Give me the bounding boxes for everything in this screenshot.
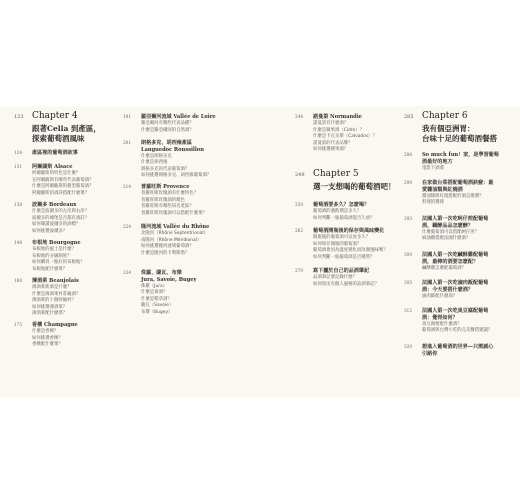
toc-item: 葡萄酒的適飲期是多久？ bbox=[313, 209, 362, 214]
toc-item: 如何挑選隆河流域葡萄酒？ bbox=[141, 244, 194, 250]
toc-item: 阿爾薩斯的特色是什麼？ bbox=[32, 171, 81, 176]
section-title: 阿爾薩斯 Alsace bbox=[32, 164, 73, 170]
toc-item: 開瓶後的葡萄酒可以放多久？ bbox=[313, 235, 371, 240]
chapter-title-line-1: 選一支想喝的葡萄酒吧！ bbox=[313, 182, 396, 191]
section-title-line-2: 愛醬油類與紅燒酒 bbox=[422, 186, 463, 193]
section-title: So much fun！家，是學習葡萄 bbox=[422, 152, 499, 158]
section-subtitle: Languedoc Roussillon bbox=[141, 146, 204, 153]
section-title: 侏羅、薩瓦、布傑 bbox=[141, 270, 182, 276]
section-title-line-2: 酒，最棒的酒要怎麼配？ bbox=[422, 258, 479, 265]
column-2 bbox=[123, 106, 219, 398]
toc-item: 麻油雞搭配法國什麼酒？ bbox=[422, 236, 471, 242]
chapter-6-heading bbox=[404, 111, 506, 144]
toc-item: 北隆河（Rhône Septentrional） bbox=[141, 231, 208, 236]
section-page-number: 270 bbox=[295, 268, 303, 273]
toc-item: 如何保存開瓶的葡萄酒？ bbox=[313, 241, 362, 247]
toc-item: 香檳配什麼菜？ bbox=[32, 342, 63, 348]
section-title: 諾曼第 Normandie bbox=[313, 114, 362, 120]
toc-item: 什麼是朗格多克 bbox=[141, 153, 172, 159]
section-title: 香檳 Champagne bbox=[32, 322, 78, 328]
section-page-number: 224 bbox=[123, 224, 131, 229]
toc-item: 在阿爾薩斯有哪些代表葡萄酒？ bbox=[32, 177, 94, 183]
toc-item: 普羅旺斯玫瑰酒的顏色 bbox=[141, 197, 185, 203]
section-title: 布根地 Bourgogne bbox=[32, 240, 81, 246]
toc-item: 羅亞爾河有哪些代表品種？ bbox=[141, 121, 194, 126]
toc-item: 普羅旺斯玫瑰酒有什麼特色？ bbox=[141, 191, 199, 196]
chapter-page-number: 285 bbox=[404, 114, 414, 120]
section-page-number: 124 bbox=[14, 150, 22, 155]
section-page-number: 290 bbox=[404, 180, 412, 185]
toc-item: 如何閱讀波爾多的酒標？ bbox=[32, 222, 81, 228]
toc-item: 如何挑選薄酒萊？ bbox=[32, 304, 68, 310]
toc-item: 醬油類與紅燒搭配的酒怎麼選？ bbox=[422, 193, 484, 199]
section-title: 葡萄酒開瓶後的保存與風味變化 bbox=[313, 228, 385, 234]
toc-item: 布傑（Bugey） bbox=[141, 309, 173, 315]
toc-item: 普羅旺斯有哪些知名產區？ bbox=[141, 204, 194, 210]
section-title: 普羅旺斯 Provence bbox=[141, 184, 190, 190]
toc-item: 品酒筆記要記錄什麼？ bbox=[313, 275, 357, 280]
section-title: 想進入葡萄酒的世界—只需誠心 bbox=[422, 344, 494, 350]
column-4 bbox=[404, 106, 506, 398]
column-3 bbox=[295, 106, 396, 398]
toc-item: 什麼是卡瓦多斯（Calvados）？ bbox=[313, 134, 377, 140]
section-title: 葡萄酒要多久？怎麼喝？ bbox=[313, 202, 370, 208]
section-title: 寫下屬於自己的品酒筆記 bbox=[313, 268, 370, 274]
toc-item: 南隆河（Rhône Méridional） bbox=[141, 237, 202, 243]
toc-item: 布根地配什麼菜？ bbox=[32, 266, 68, 272]
section-page-number: 201 bbox=[123, 140, 131, 145]
section-title: 產區裡的葡萄酒故事 bbox=[32, 150, 78, 156]
section-page-number: 286 bbox=[404, 152, 412, 157]
section-page-number: 244 bbox=[295, 114, 303, 119]
toc-item: 薄酒萊配什麼菜？ bbox=[32, 311, 68, 317]
toc-item: 阿爾薩斯的酒該搭配什麼菜？ bbox=[32, 190, 90, 196]
toc-item: 葡萄酒與台灣小吃的完美餐搭建議？ bbox=[422, 328, 493, 334]
chapter-title-line-2: 台味十足的葡萄酒餐搭 bbox=[422, 134, 497, 143]
toc-item: 薄酒萊新酒是什麼？ bbox=[32, 285, 72, 290]
toc-item: 普羅旺斯玫瑰酒可以搭配什麼菜？ bbox=[141, 210, 207, 216]
section-page-number: 305 bbox=[404, 280, 412, 285]
toc-item: 什麼是黃酒？ bbox=[141, 290, 168, 296]
chapter-title-line-1: 跟著Cella 到產區， bbox=[32, 124, 101, 133]
section-title-line-2: 酒，聽酵品品怎麼酵？ bbox=[422, 222, 473, 229]
toc-item: 如何判斷一瓶葡萄酒能否久放？ bbox=[313, 215, 375, 221]
section-page-number: 138 bbox=[14, 202, 22, 207]
section-page-number: 293 bbox=[404, 216, 412, 221]
section-title: 波爾多 Bordeaux bbox=[32, 202, 77, 208]
section-page-number: 250 bbox=[295, 202, 303, 207]
toc-item: 電影下酒菜 bbox=[422, 165, 444, 171]
toc-item: 臭豆腐要配什麼酒？ bbox=[422, 321, 462, 327]
section-title: 薄酒萊 Beaujolais bbox=[32, 278, 79, 284]
section-title: 羅亞爾河流域 Vallée de Loire bbox=[141, 114, 216, 120]
section-page-number: 312 bbox=[404, 308, 412, 313]
column-1 bbox=[14, 106, 110, 398]
section-title-line-2: 引路你 bbox=[422, 350, 438, 357]
toc-item: 朗格多克的代表葡萄酒？ bbox=[141, 166, 190, 172]
toc-item: 如何寫出有個人風格的品酒筆記？ bbox=[313, 281, 379, 287]
toc-item: 薩瓦（Savoie） bbox=[141, 303, 174, 309]
toc-item: 波爾多的城堡是否都有酒莊？ bbox=[32, 215, 90, 221]
toc-item: 如何判斷一瓶葡萄酒是否變質？ bbox=[313, 254, 375, 260]
toc-page bbox=[0, 106, 520, 398]
toc-item: 料理的選擇 bbox=[422, 200, 444, 206]
toc-item: 如何挑選波爾多？ bbox=[32, 228, 68, 234]
chapter-5-heading bbox=[295, 169, 396, 196]
toc-item: 如何挑選蘋果酒？ bbox=[313, 147, 349, 153]
toc-item: 鹹酥雞怎麼配葡萄酒？ bbox=[422, 265, 466, 271]
toc-item: 什麼是阿爾薩斯的甜型葡萄酒？ bbox=[32, 184, 94, 190]
chapter-label: Chapter 5 bbox=[313, 169, 359, 179]
toc-item: 葡萄酒會因為溫度變化而改變風味嗎？ bbox=[313, 248, 388, 254]
chapter-label: Chapter 4 bbox=[32, 111, 78, 121]
toc-item: 什麼是香檳？ bbox=[32, 329, 59, 334]
toc-item: 布根地的分級制度？ bbox=[32, 253, 72, 259]
section-page-number: 214 bbox=[123, 184, 131, 189]
chapter-title-line-1: 我有個亞洲胃： bbox=[422, 124, 475, 133]
toc-item: 什麼葡萄酒可以搭配蚵仔煎？ bbox=[422, 229, 480, 235]
chapter-page-number: 123 bbox=[14, 114, 24, 120]
chapter-page-number: 249 bbox=[295, 172, 305, 178]
toc-item: 什麼是胡西雍 bbox=[141, 160, 168, 166]
chapter-title-line-2: 探索葡萄酒風味 bbox=[32, 134, 85, 143]
section-title-line-2: 酒最好的地方 bbox=[422, 158, 453, 165]
toc-item: 如何挑選香檳？ bbox=[32, 335, 63, 341]
section-page-number: 175 bbox=[14, 322, 22, 327]
toc-item: 什麼是薄酒萊村莊級酒？ bbox=[32, 291, 81, 297]
section-title: 法國人第一次吃鹹酥雞配葡萄 bbox=[422, 252, 489, 258]
section-title: 朗格多克、胡西雍產區 bbox=[141, 140, 192, 146]
chapter-4-heading bbox=[14, 111, 110, 144]
section-page-number: 131 bbox=[14, 164, 22, 169]
section-title: 法國人第一次吃臭豆腐配葡萄 bbox=[422, 308, 489, 314]
section-page-number: 191 bbox=[123, 114, 131, 119]
section-page-number: 262 bbox=[295, 228, 303, 233]
toc-item: 滷肉飯配什麼酒？ bbox=[422, 293, 458, 299]
section-page-number: 148 bbox=[14, 240, 22, 245]
toc-item: 薄酒萊的十個特級村？ bbox=[32, 298, 76, 304]
toc-item: 如何購買一瓶好的布根地？ bbox=[32, 260, 85, 266]
section-page-number: 320 bbox=[404, 344, 412, 349]
toc-item: 什麼是蘋果酒（Cidre）？ bbox=[313, 127, 364, 133]
toc-item: 諾曼第的代表品牌？ bbox=[313, 140, 353, 146]
section-title: 法國人第一次吃滷肉飯配葡萄 bbox=[422, 280, 489, 286]
chapter-label: Chapter 6 bbox=[422, 111, 468, 121]
toc-item: 侏羅（Jura） bbox=[141, 283, 168, 289]
section-title-line-2: 酒：今天要搭什麼酒？ bbox=[422, 286, 473, 293]
section-title-line-2: 酒：覺得如何？ bbox=[422, 314, 458, 321]
section-title: 隆河流域 Vallée du Rhône bbox=[141, 224, 210, 230]
toc-item: 布根地的風土是什麼？ bbox=[32, 247, 76, 252]
section-title: 在家做台菜搭配葡萄酒訣竅：最 bbox=[422, 180, 494, 186]
toc-item: 如何挑選朗格多克、胡西雍葡萄酒？ bbox=[141, 173, 212, 179]
toc-item: 諾曼第有什麼酒？ bbox=[313, 121, 349, 126]
section-page-number: 160 bbox=[14, 278, 22, 283]
toc-item: 什麼是羅亞爾河的自然酒？ bbox=[141, 127, 194, 133]
section-page-number: 300 bbox=[404, 252, 412, 257]
toc-item: 什麼是波爾多的左岸與右岸？ bbox=[32, 209, 90, 214]
toc-item: 什麼是稻草酒？ bbox=[141, 296, 172, 302]
section-subtitle: Jura, Savoie, Bugey bbox=[141, 276, 197, 283]
section-page-number: 234 bbox=[123, 270, 131, 275]
section-title: 法國人第一次吃蚵仔煎配葡萄 bbox=[422, 216, 489, 222]
toc-item: 什麼是隆河的卡利斯塔？ bbox=[141, 250, 190, 256]
